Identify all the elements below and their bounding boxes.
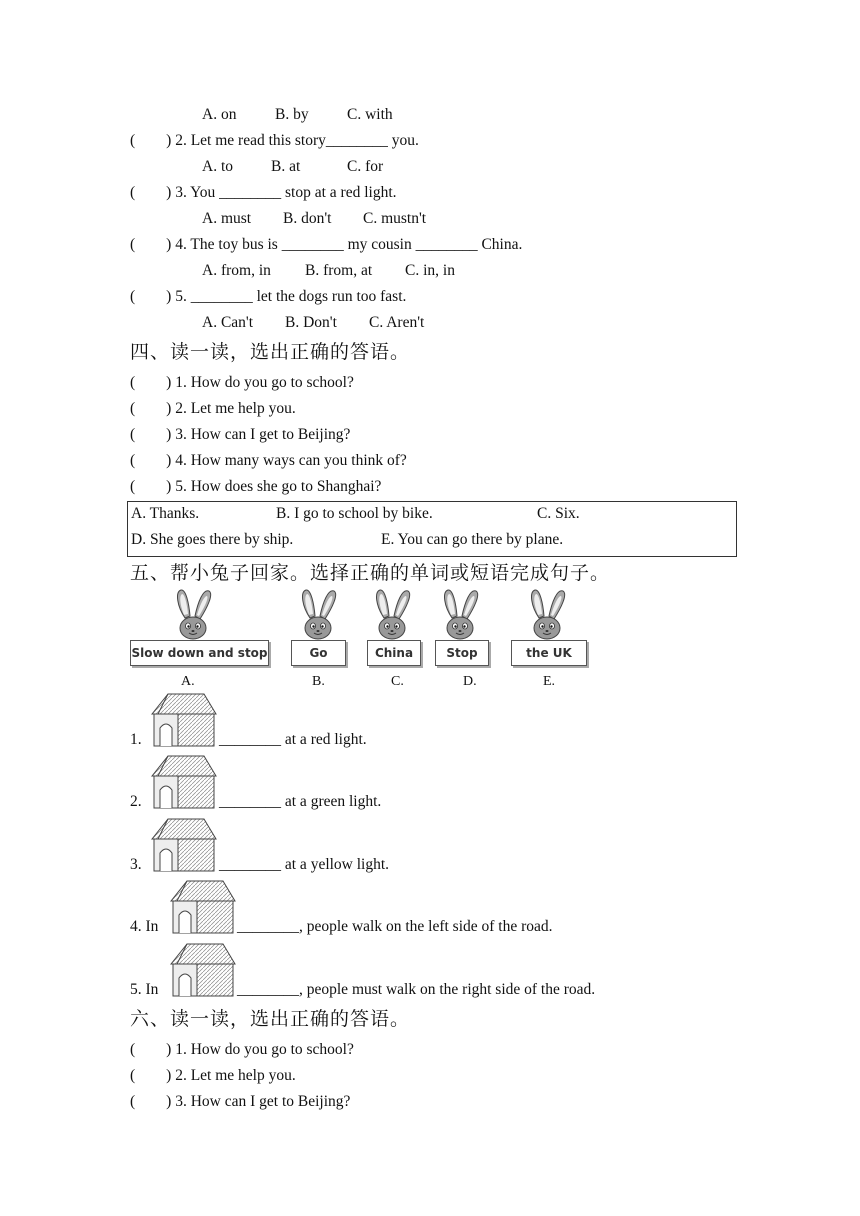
- part4-question-4: ( ) 4. How many ways can you think of?: [130, 452, 407, 469]
- sign-a: Slow down and stop: [130, 640, 269, 666]
- option: B. Don't: [285, 314, 337, 331]
- house-icon: [148, 815, 218, 873]
- sentence-5-number: 5. In: [130, 981, 159, 998]
- answer-d: D. She goes there by ship.: [131, 531, 294, 548]
- rabbit-icon: [438, 588, 482, 642]
- sign-d: Stop: [435, 640, 489, 666]
- part5-heading: 五、帮小兔子回家。选择正确的单词或短语完成句子。: [130, 562, 611, 584]
- option: C. with: [347, 106, 393, 123]
- label-c: C.: [391, 674, 404, 689]
- part4-heading: 四、读一读，选出正确的答语。: [130, 341, 411, 363]
- answer-e: E. You can go there by plane.: [381, 531, 564, 548]
- answer-b: B. I go to school by bike.: [276, 505, 433, 522]
- house-icon: [167, 940, 237, 998]
- question-3: ( ) 3. You ________ stop at a red light.: [130, 184, 397, 201]
- sentence-4-number: 4. In: [130, 918, 159, 935]
- part6-question-2: ( ) 2. Let me help you.: [130, 1067, 296, 1084]
- question-2: ( ) 2. Let me read this story________ you.: [130, 132, 419, 149]
- part4-question-2: ( ) 2. Let me help you.: [130, 400, 296, 417]
- option: A. Can't: [202, 314, 254, 331]
- sentence-1-number: 1.: [130, 731, 142, 748]
- rabbit-icon: [525, 588, 569, 642]
- part4-question-3: ( ) 3. How can I get to Beijing?: [130, 426, 351, 443]
- sentence-1-text: ________ at a red light.: [219, 731, 367, 748]
- part4-question-1: ( ) 1. How do you go to school?: [130, 374, 354, 391]
- rabbit-icon: [296, 588, 340, 642]
- sign-e: the UK: [511, 640, 587, 666]
- sentence-3-text: ________ at a yellow light.: [219, 856, 390, 873]
- option: B. at: [271, 158, 301, 175]
- option: A. to: [202, 158, 233, 175]
- rabbit-icon: [370, 588, 414, 642]
- house-icon: [148, 752, 218, 810]
- sentence-2-text: ________ at a green light.: [219, 793, 382, 810]
- option: B. from, at: [305, 262, 373, 279]
- house-icon: [148, 690, 218, 748]
- sentence-3-number: 3.: [130, 856, 142, 873]
- sentence-4-text: ________, people walk on the left side of the road.: [237, 918, 553, 935]
- sentence-2-number: 2.: [130, 793, 142, 810]
- answer-c: C. Six.: [537, 505, 580, 522]
- house-icon: [167, 877, 237, 935]
- option: C. mustn't: [363, 210, 427, 227]
- sentence-5-text: ________, people must walk on the right side of the road.: [237, 981, 596, 998]
- option: B. don't: [283, 210, 332, 227]
- part6-heading: 六、读一读，选出正确的答语。: [130, 1008, 411, 1030]
- option: C. Aren't: [369, 314, 425, 331]
- sign-c: China: [367, 640, 421, 666]
- option: C. for: [347, 158, 384, 175]
- part6-question-1: ( ) 1. How do you go to school?: [130, 1041, 354, 1058]
- label-d: D.: [463, 674, 477, 689]
- option: C. in, in: [405, 262, 455, 279]
- sign-b: Go: [291, 640, 346, 666]
- rabbit-icon: [171, 588, 215, 642]
- option: A. from, in: [202, 262, 271, 279]
- question-4: ( ) 4. The toy bus is ________ my cousin ________ China.: [130, 236, 523, 253]
- option: A. on: [202, 106, 237, 123]
- question-5: ( ) 5. ________ let the dogs run too fast.: [130, 288, 407, 305]
- label-e: E.: [543, 674, 556, 689]
- label-a: A.: [181, 674, 195, 689]
- label-b: B.: [312, 674, 325, 689]
- option: B. by: [275, 106, 309, 123]
- option: A. must: [202, 210, 252, 227]
- part6-question-3: ( ) 3. How can I get to Beijing?: [130, 1093, 351, 1110]
- answer-a: A. Thanks.: [131, 505, 200, 522]
- part4-question-5: ( ) 5. How does she go to Shanghai?: [130, 478, 382, 495]
- answer-box: [127, 501, 737, 557]
